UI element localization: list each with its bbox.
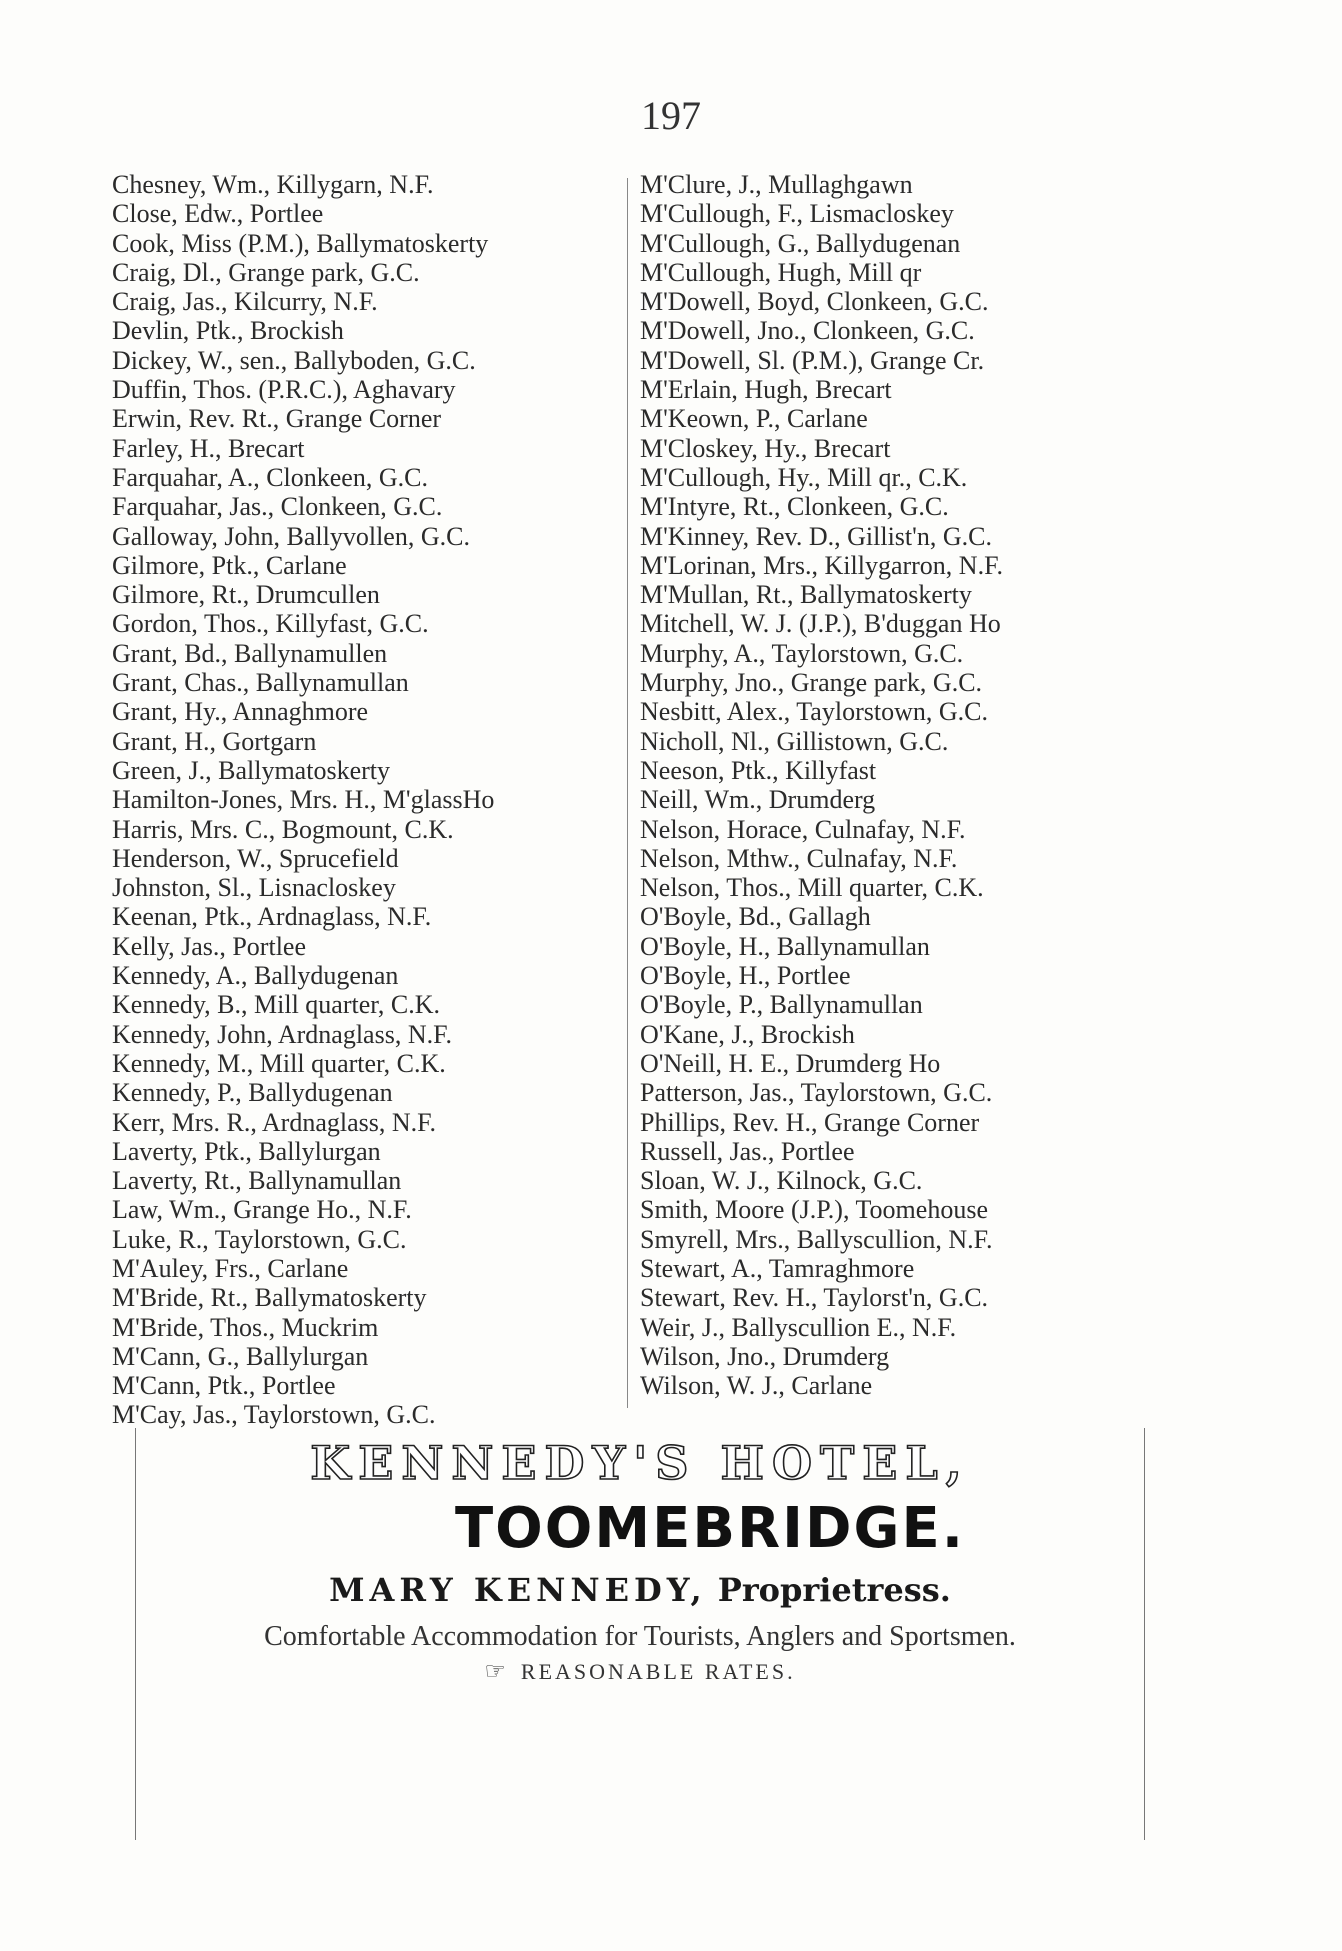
directory-entry: Smith, Moore (J.P.), Toomehouse bbox=[640, 1195, 988, 1225]
directory-entry: Close, Edw., Portlee bbox=[112, 199, 324, 229]
directory-entry: Kennedy, M., Mill quarter, C.K. bbox=[112, 1048, 446, 1078]
directory-entry: M'Lorinan, Mrs., Killygarron, N.F. bbox=[640, 550, 1003, 580]
directory-entry: M'Clure, J., Mullaghgawn bbox=[640, 170, 913, 199]
directory-entry: Smyrell, Mrs., Ballyscullion, N.F. bbox=[640, 1224, 993, 1254]
directory-entry: Craig, Jas., Kilcurry, N.F. bbox=[112, 287, 378, 317]
directory-entry: O'Boyle, P., Ballynamullan bbox=[640, 990, 923, 1020]
advert-owner-role: Proprietress. bbox=[717, 1571, 951, 1609]
directory-entry: Green, J., Ballymatoskerty bbox=[112, 755, 390, 785]
directory-entry: Laverty, Rt., Ballynamullan bbox=[112, 1166, 402, 1196]
directory-entry: M'Cullough, Hy., Mill qr., C.K. bbox=[640, 462, 968, 492]
directory-entry: M'Keown, P., Carlane bbox=[640, 404, 868, 434]
advert-title: KENNEDY'S HOTEL, bbox=[310, 1436, 970, 1490]
directory-entry: Farquahar, Jas., Clonkeen, G.C. bbox=[112, 492, 443, 522]
directory-entry: Luke, R., Taylorstown, G.C. bbox=[112, 1224, 407, 1254]
directory-entry: M'Cann, G., Ballylurgan bbox=[112, 1341, 369, 1371]
directory-entry: Grant, H., Gortgarn bbox=[112, 726, 317, 756]
directory-entry: M'Dowell, Jno., Clonkeen, G.C. bbox=[640, 316, 975, 346]
directory-entry: O'Boyle, H., Ballynamullan bbox=[640, 931, 930, 961]
directory-entry: M'Cann, Ptk., Portlee bbox=[112, 1371, 336, 1401]
directory-entry: M'Mullan, Rt., Ballymatoskerty bbox=[640, 580, 972, 610]
directory-entry: M'Auley, Frs., Carlane bbox=[112, 1253, 349, 1283]
directory-entry: Kerr, Mrs. R., Ardnaglass, N.F. bbox=[112, 1107, 437, 1137]
directory-entry: Nelson, Thos., Mill quarter, C.K. bbox=[640, 873, 984, 903]
directory-entry: Kennedy, B., Mill quarter, C.K. bbox=[112, 990, 440, 1020]
directory-entry: Nesbitt, Alex., Taylorstown, G.C. bbox=[640, 697, 988, 727]
advert-rates bbox=[136, 1657, 1144, 1686]
directory-entry: M'Kinney, Rev. D., Gillist'n, G.C. bbox=[640, 521, 992, 551]
directory-entry: Nelson, Mthw., Culnafay, N.F. bbox=[640, 843, 958, 873]
directory-entry: Mitchell, W. J. (J.P.), B'duggan Ho bbox=[640, 609, 1001, 639]
directory-entry: Devlin, Ptk., Brockish bbox=[112, 316, 344, 346]
directory-entry: M'Intyre, Rt., Clonkeen, G.C. bbox=[640, 492, 949, 522]
directory-entry: Harris, Mrs. C., Bogmount, C.K. bbox=[112, 814, 454, 844]
directory-entry: Law, Wm., Grange Ho., N.F. bbox=[112, 1195, 412, 1225]
directory-entry: Stewart, Rev. H., Taylorst'n, G.C. bbox=[640, 1283, 989, 1313]
directory-entry: Gilmore, Rt., Drumcullen bbox=[112, 580, 380, 610]
hotel-advertisement bbox=[135, 1428, 1145, 1840]
directory-entry: Keenan, Ptk., Ardnaglass, N.F. bbox=[112, 902, 432, 932]
directory-entry: Neill, Wm., Drumderg bbox=[640, 785, 876, 815]
directory-entry: Duffin, Thos. (P.R.C.), Aghavary bbox=[112, 375, 456, 405]
directory-entry: Neeson, Ptk., Killyfast bbox=[640, 755, 877, 785]
directory-entry: Russell, Jas., Portlee bbox=[640, 1136, 855, 1166]
advert-town: TOOMEBRIDGE. bbox=[454, 1496, 965, 1561]
directory-entry: Murphy, A., Taylorstown, G.C. bbox=[640, 638, 964, 668]
directory-entry: M'Cullough, G., Ballydugenan bbox=[640, 228, 961, 258]
directory-entry: Gilmore, Ptk., Carlane bbox=[112, 550, 347, 580]
directory-entry: O'Boyle, Bd., Gallagh bbox=[640, 902, 871, 932]
directory-entry: Kennedy, P., Ballydugenan bbox=[112, 1078, 393, 1108]
directory-entry: Grant, Chas., Ballynamullan bbox=[112, 668, 409, 698]
directory-entry: Dickey, W., sen., Ballyboden, G.C. bbox=[112, 345, 476, 375]
directory-entry: Stewart, A., Tamraghmore bbox=[640, 1253, 915, 1283]
directory-entry: Johnston, Sl., Lisnacloskey bbox=[112, 873, 396, 903]
directory-left-column bbox=[112, 170, 622, 1430]
directory-entry: Chesney, Wm., Killygarn, N.F. bbox=[112, 170, 434, 199]
directory-entry: Weir, J., Ballyscullion E., N.F. bbox=[640, 1312, 957, 1342]
directory-entry: M'Dowell, Sl. (P.M.), Grange Cr. bbox=[640, 345, 985, 375]
directory-entry: M'Cullough, Hugh, Mill qr bbox=[640, 257, 922, 287]
column-divider bbox=[627, 178, 628, 1408]
directory-entry: Wilson, Jno., Drumderg bbox=[640, 1341, 890, 1371]
directory-entry: Patterson, Jas., Taylorstown, G.C. bbox=[640, 1078, 993, 1108]
directory-entry: Nicholl, Nl., Gillistown, G.C. bbox=[640, 726, 949, 756]
directory-entry: Cook, Miss (P.M.), Ballymatoskerty bbox=[112, 228, 489, 258]
directory-entry: M'Dowell, Boyd, Clonkeen, G.C. bbox=[640, 287, 989, 317]
directory-entry: Murphy, Jno., Grange park, G.C. bbox=[640, 668, 983, 698]
directory-entry: O'Kane, J., Brockish bbox=[640, 1019, 855, 1049]
directory-entry: Kelly, Jas., Portlee bbox=[112, 931, 306, 961]
directory-entry: O'Neill, H. E., Drumderg Ho bbox=[640, 1048, 941, 1078]
directory-entry: Wilson, W. J., Carlane bbox=[640, 1371, 873, 1401]
pointing-hand-icon: ☞ bbox=[484, 1659, 509, 1685]
directory-entry: Henderson, W., Sprucefield bbox=[112, 843, 399, 873]
advert-rates-text: REASONABLE RATES. bbox=[520, 1658, 796, 1684]
advert-owner bbox=[136, 1571, 1144, 1609]
directory-entry: Nelson, Horace, Culnafay, N.F. bbox=[640, 814, 966, 844]
directory-entry: Grant, Hy., Annaghmore bbox=[112, 697, 369, 727]
directory-entry: M'Bride, Thos., Muckrim bbox=[112, 1312, 379, 1342]
directory-entry: M'Bride, Rt., Ballymatoskerty bbox=[112, 1283, 427, 1313]
advert-description: Comfortable Accommodation for Tourists, Anglers and Sportsmen. bbox=[264, 1621, 1016, 1652]
directory-entry: Farquahar, A., Clonkeen, G.C. bbox=[112, 462, 428, 492]
directory-entry: Laverty, Ptk., Ballylurgan bbox=[112, 1136, 381, 1166]
directory-entry: Kennedy, A., Ballydugenan bbox=[112, 961, 399, 991]
directory-entry: Craig, Dl., Grange park, G.C. bbox=[112, 257, 420, 287]
directory-entry: O'Boyle, H., Portlee bbox=[640, 961, 851, 991]
directory-entry: Farley, H., Brecart bbox=[112, 433, 305, 463]
advert-owner-name: MARY KENNEDY, bbox=[329, 1571, 707, 1609]
directory-entry: Phillips, Rev. H., Grange Corner bbox=[640, 1107, 980, 1137]
directory-entry: Erwin, Rev. Rt., Grange Corner bbox=[112, 404, 442, 434]
directory-entry: Grant, Bd., Ballynamullen bbox=[112, 638, 388, 668]
directory-entry: M'Cullough, F., Lismacloskey bbox=[640, 199, 954, 229]
directory-entry: Galloway, John, Ballyvollen, G.C. bbox=[112, 521, 470, 551]
directory-right-column bbox=[640, 170, 1240, 1400]
directory-entry: Kennedy, John, Ardnaglass, N.F. bbox=[112, 1019, 452, 1049]
directory-entry: M'Erlain, Hugh, Brecart bbox=[640, 375, 892, 405]
directory-entry: Hamilton-Jones, Mrs. H., M'glassHo bbox=[112, 785, 495, 815]
directory-entry: Sloan, W. J., Kilnock, G.C. bbox=[640, 1166, 923, 1196]
directory-entry: Gordon, Thos., Killyfast, G.C. bbox=[112, 609, 429, 639]
directory-entry: M'Cay, Jas., Taylorstown, G.C. bbox=[112, 1400, 436, 1430]
page-number: 197 bbox=[641, 93, 701, 138]
directory-entry: M'Closkey, Hy., Brecart bbox=[640, 433, 891, 463]
